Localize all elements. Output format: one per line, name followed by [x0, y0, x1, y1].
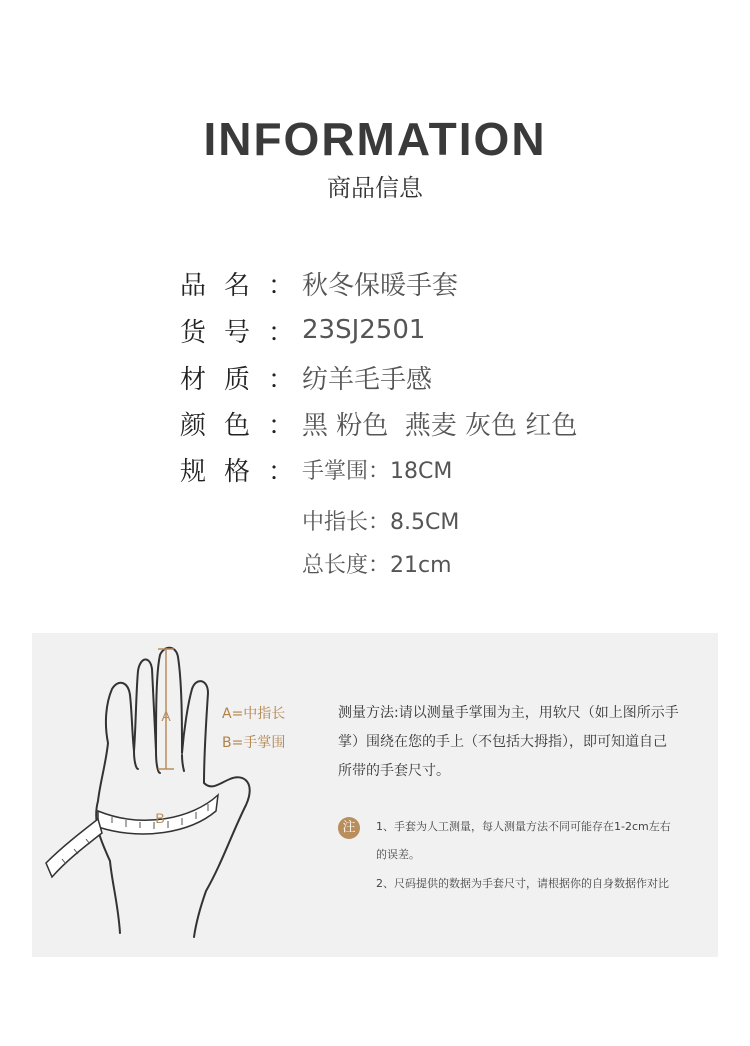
tape-measure	[46, 795, 218, 877]
legend-a: A=中指长	[222, 706, 286, 722]
label-colon: ：	[267, 317, 294, 348]
spec-label-size	[180, 451, 298, 488]
note-badge: 注	[338, 817, 360, 839]
spec-label-name	[180, 265, 298, 302]
note-line: 的误差。	[376, 848, 420, 861]
label-char: 色	[223, 410, 250, 441]
spec-value-total-length: 总长度：21cm	[302, 553, 452, 578]
label-char: 品	[180, 270, 207, 301]
label-char: 材	[180, 364, 207, 395]
method-line: 掌）围绕在您的手上（不包括大拇指），即可知道自己	[338, 734, 667, 750]
hand-outline	[96, 648, 250, 937]
method-line: 所带的手套尺寸。	[338, 763, 450, 779]
measurement-panel	[32, 633, 718, 957]
marker-a: A	[161, 708, 171, 724]
spec-label-material	[180, 359, 298, 396]
label-char: 货	[180, 317, 207, 348]
spec-value-color: 黑 粉色 燕麦 灰色 红色	[302, 410, 578, 441]
spec-row-item-no	[180, 312, 425, 348]
label-colon: ：	[267, 456, 294, 487]
marker-b: B	[155, 810, 165, 826]
label-char: 格	[223, 456, 250, 487]
hand-measure-illustration	[32, 633, 332, 957]
spec-row-material	[180, 359, 432, 395]
label-char: 颜	[180, 410, 207, 441]
measurement-method	[338, 699, 708, 786]
note-1	[376, 813, 706, 869]
method-line: 测量方法:请以测量手掌围为主，用软尺（如上图所示手	[338, 705, 679, 721]
spec-row-color	[180, 405, 577, 441]
label-colon: ：	[267, 270, 294, 301]
spec-label-item-no	[180, 312, 298, 349]
label-char: 质	[223, 364, 250, 395]
legend-b: B=手掌围	[222, 735, 286, 751]
spec-value-middle-finger: 中指长：8.5CM	[302, 510, 460, 535]
title-chinese: 商品信息	[327, 174, 423, 202]
spec-value-palm: 手掌围：18CM	[302, 458, 453, 484]
label-colon: ：	[267, 364, 294, 395]
label-char: 号	[223, 317, 250, 348]
spec-label-color	[180, 405, 298, 442]
title-english: INFORMATION	[203, 113, 547, 165]
spec-value-name: 秋冬保暖手套	[302, 270, 459, 301]
note-line: 1、手套为人工测量，每人测量方法不同可能存在1-2cm左右	[376, 820, 671, 833]
label-char: 名	[223, 270, 250, 301]
spec-value-item-no: 23SJ2501	[302, 315, 426, 345]
spec-row-size	[180, 451, 452, 487]
label-char: 规	[180, 456, 207, 487]
spec-value-material: 纺羊毛手感	[302, 364, 433, 395]
note-2: 2、尺码提供的数据为手套尺寸，请根据你的自身数据作对比	[376, 877, 669, 890]
spec-row-name	[180, 265, 458, 301]
label-colon: ：	[267, 410, 294, 441]
